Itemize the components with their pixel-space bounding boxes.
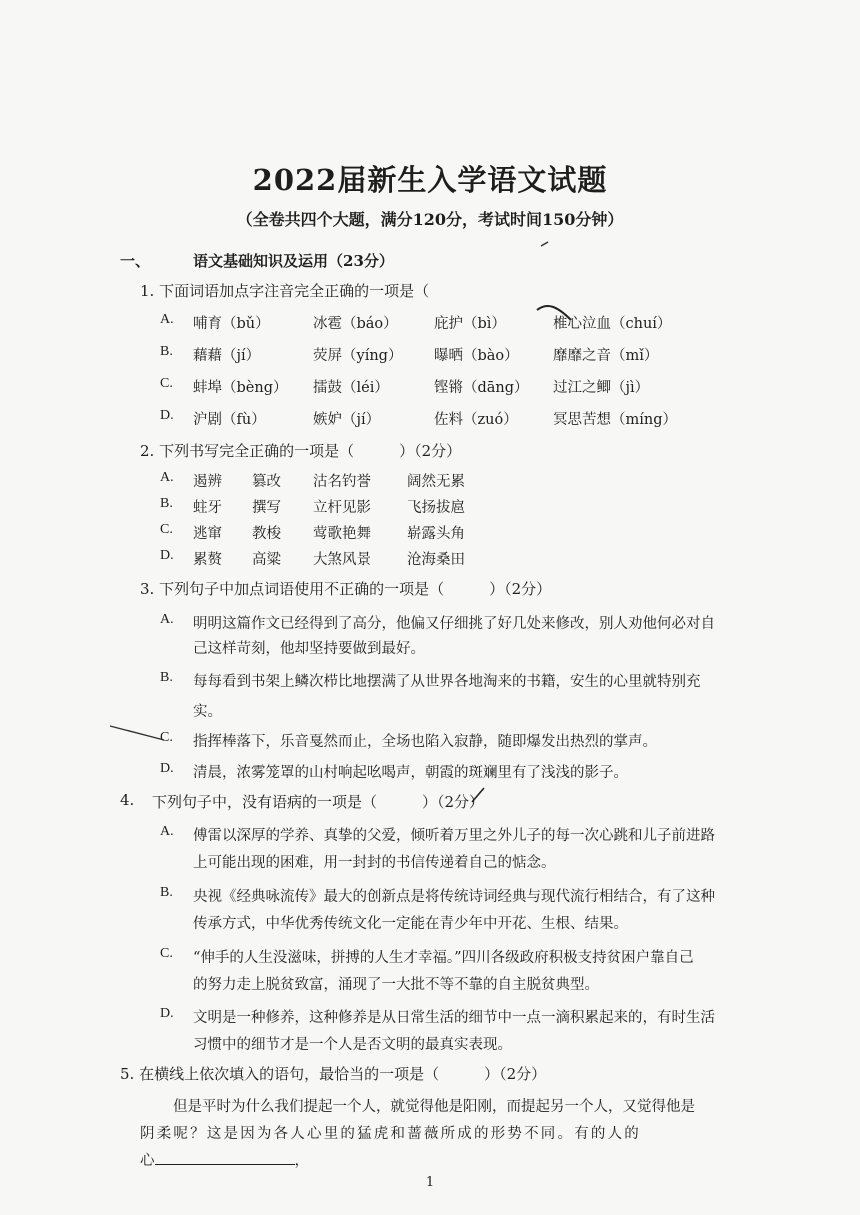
section-title: 语文基础知识及运用（23分） [193,252,394,270]
q3-option-label: A. [160,612,174,627]
q1-option-word: 冥思苦想（míng） [553,412,678,428]
q3-option-b-line2: 实。 [193,704,222,720]
q1-option-word: 椎心泣血（chuí） [553,316,672,332]
q4-option-d-line2: 习惯中的细节才是一个人是否文明的最真实表现。 [193,1037,512,1053]
q1-option-label: D. [160,408,174,423]
q2-option-word: 高粱 [252,552,281,568]
q3-option-b-line1: 每每看到书架上鳞次栉比地摆满了从世界各地淘来的书籍，安生的心里就特别充 [193,674,701,690]
q1-option-word: 藉藉（jí） [193,348,261,364]
q1-option-word: 嫉妒（jí） [313,412,381,428]
q1-option-word: 沪剧（fù） [193,412,266,428]
exam-title: 2022届新生入学语文试题 [252,163,608,197]
q3-option-label: C. [160,730,173,745]
q2-option-word: 大煞风景 [313,552,371,568]
q1-option-word: 铿锵（dāng） [434,380,529,396]
q3-option-label: B. [160,670,173,685]
q2-option-label: C. [160,522,173,537]
q4-option-c-line1: “伸手的人生没滋味，拼搏的人生才幸福。”四川各级政府积极支持贫困户靠自己 [193,950,694,966]
q1-option-label: B. [160,344,173,359]
q2-option-label: D. [160,548,174,563]
q2-option-word: 沧海桑田 [407,552,465,568]
q1-option-word: 蚌埠（bèng） [193,380,288,396]
q4-number: 4. [120,791,135,809]
q4-option-b-line2: 传承方式，中华优秀传统文化一定能在青少年中开花、生根、结果。 [193,916,628,932]
pen-stroke-mark [535,296,575,326]
q1-option-word: 靡靡之音（mǐ） [553,348,659,364]
q2-option-label: A. [160,470,174,485]
q4-option-d-line1: 文明是一种修养，这种修养是从日常生活的细节中一点一滴积累起来的，有时生活 [193,1010,715,1026]
q3-option-label: D. [160,761,174,776]
q5-line3-start: 心 [140,1153,155,1169]
q2-option-word: 累赘 [193,552,222,568]
q1-option-word: 佐料（zuó） [434,412,518,428]
q2-option-word: 教梭 [252,526,281,542]
q1-option-label: C. [160,376,173,391]
q2-stem: 2. 下列书写完全正确的一项是（ ）（2分） [140,442,462,460]
q4-option-label: D. [160,1006,174,1021]
q1-option-label: A. [160,312,174,327]
q1-stem: 1. 下面词语加点字注音完全正确的一项是（ [140,282,430,300]
q5-passage-line3 [140,1149,309,1170]
q2-option-word: 崭露头角 [407,526,465,542]
q1-option-word: 冰雹（báo） [313,316,398,332]
q1-option-word: 荧屏（yíng） [313,348,403,364]
q2-option-word: 阔然无累 [407,474,465,490]
q5-passage-line1: 但是平时为什么我们提起一个人，就觉得他是阳刚，而提起另一个人，又觉得他是 [173,1099,695,1115]
pen-stroke-mark [108,722,168,746]
q4-option-c-line2: 的努力走上脱贫致富，涌现了一大批不等不靠的自主脱贫典型。 [193,977,599,993]
q3-option-a-line2: 己这样苛刻，他却坚持要做到最好。 [193,641,425,657]
q4-option-a-line2: 上可能出现的困难，用一封封的书信传递着自己的惦念。 [193,855,556,871]
q1-option-word: 哺育（bǔ） [193,316,270,332]
section-number: 一、 [120,252,151,270]
q3-option-a-line1: 明明这篇作文已经得到了高分，他偏又仔细挑了好几处来修改，别人劝他何必对自 [193,616,715,632]
q2-option-word: 篡改 [252,474,281,490]
q3-option-c-line1: 指挥棒落下，乐音戛然而止，全场也陷入寂静，随即爆发出热烈的掌声。 [193,734,657,750]
q1-option-word: 擂鼓（léi） [313,380,389,396]
q2-option-word: 蛀牙 [193,500,222,516]
exam-subtitle: （全卷共四个大题，满分120分，考试时间150分钟） [236,210,624,229]
q4-option-b-line1: 央视《经典咏流传》最大的创新点是将传统诗词经典与现代流行相结合，有了这种 [193,889,715,905]
q2-option-word: 飞扬拔扈 [407,500,465,516]
q5-stem: 5. 在横线上依次填入的语句，最恰当的一项是（ ）（2分） [120,1065,547,1083]
q3-stem: 3. 下列句子中加点词语使用不正确的一项是（ ）（2分） [140,580,552,598]
q2-option-word: 撰写 [252,500,281,516]
page-number: 1 [425,1175,435,1190]
q2-option-label: B. [160,496,173,511]
pen-stroke-mark [468,786,488,806]
q2-option-word: 立杆见影 [313,500,371,516]
q4-option-label: C. [160,946,173,961]
ink-dot-mark [540,240,550,248]
q2-option-word: 沽名钓誉 [313,474,371,490]
q5-line3-end: ， [294,1153,309,1169]
q2-option-word: 逃窜 [193,526,222,542]
fill-blank-line[interactable] [155,1150,295,1165]
q2-option-word: 莺歌艳舞 [313,526,371,542]
q2-option-word: 遏辨 [193,474,222,490]
q4-stem: 下列句子中，没有语病的一项是（ ）（2分） [152,793,485,811]
q4-option-label: B. [160,885,173,900]
q4-option-label: A. [160,824,174,839]
q3-option-d-line1: 清晨，浓雾笼罩的山村响起吆喝声，朝霞的斑斓里有了浅浅的影子。 [193,765,628,781]
q1-option-word: 庇护（bì） [434,316,506,332]
q4-option-a-line1: 傅雷以深厚的学养、真挚的父爱，倾听着万里之外儿子的每一次心跳和儿子前进路 [193,828,715,844]
q1-option-word: 曝晒（bào） [434,348,519,364]
q5-passage-line2: 阴柔呢？这是因为各人心里的猛虎和蔷薇所成的形势不同。有的人的 [140,1126,641,1142]
q1-option-word: 过江之鲫（jì） [553,380,650,396]
